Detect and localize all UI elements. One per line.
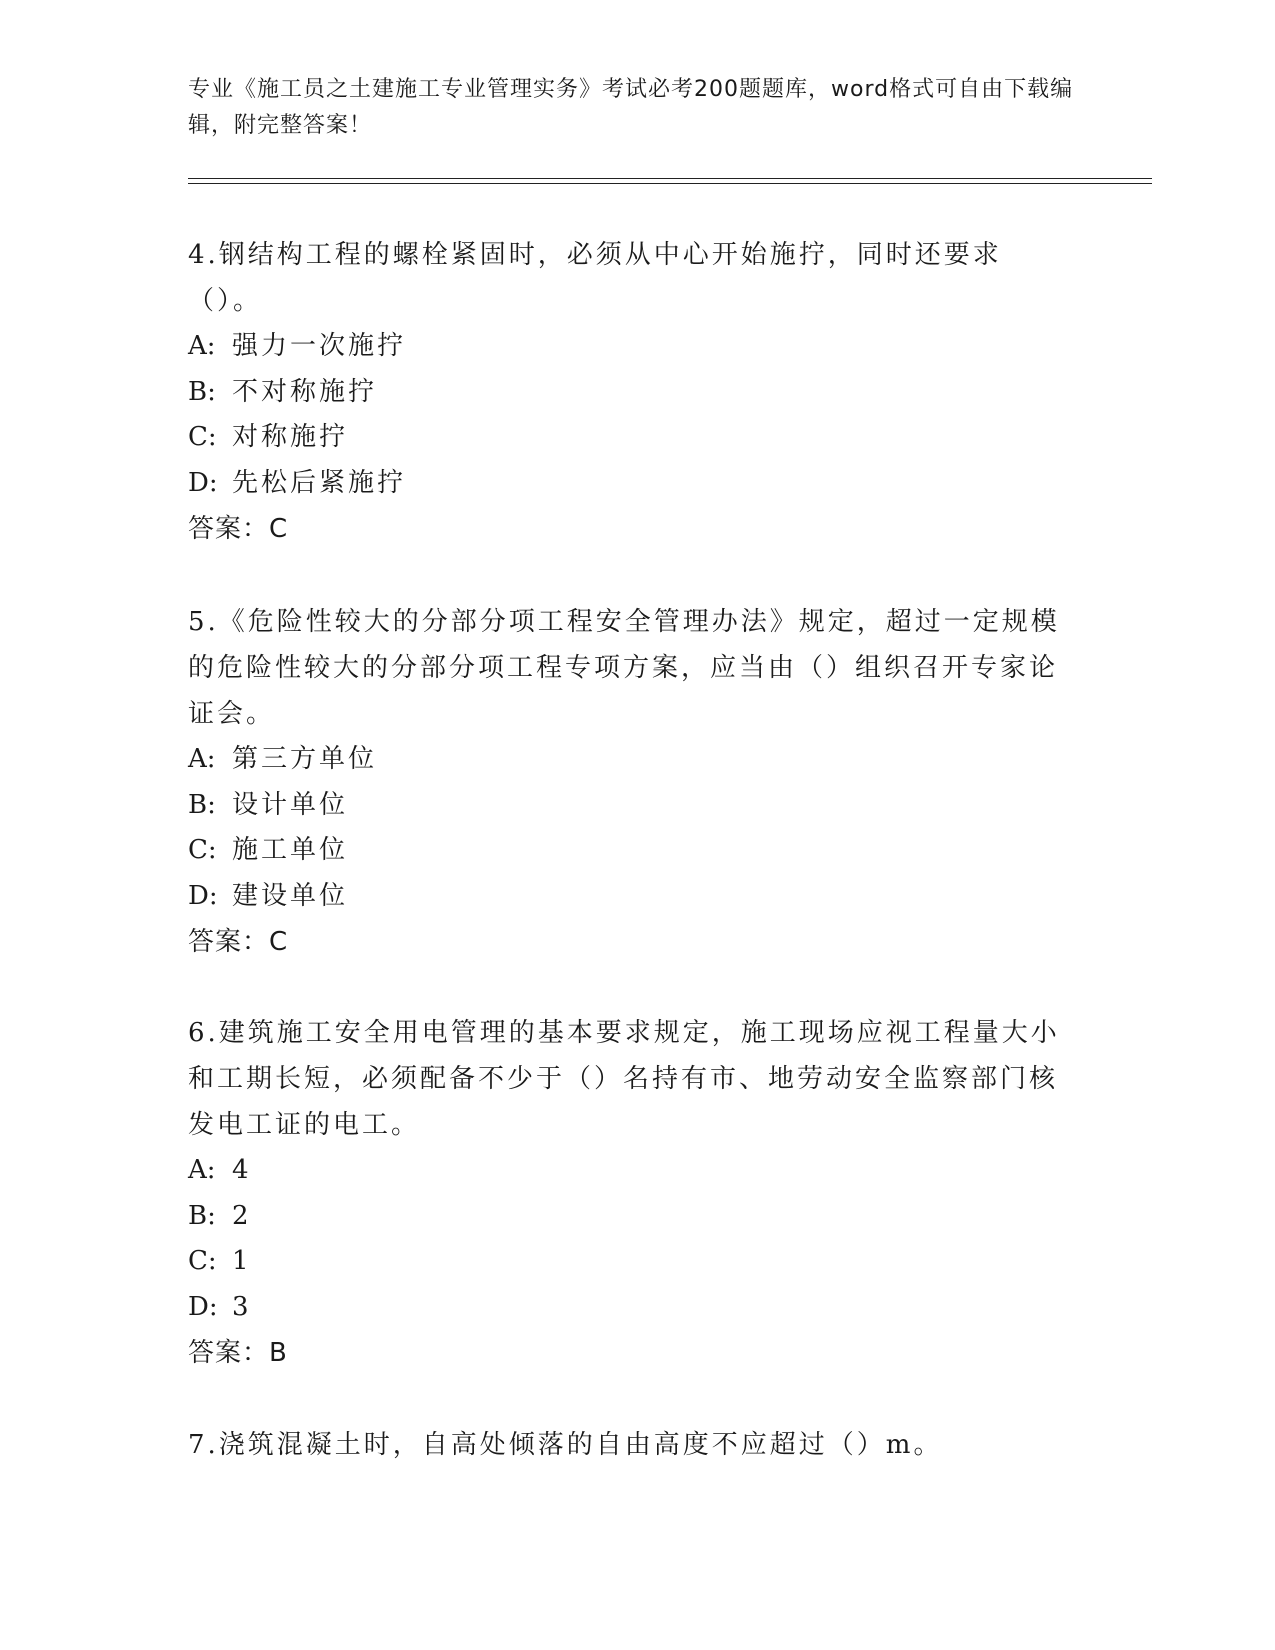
option-d (188, 461, 1068, 507)
option-b (188, 370, 1068, 416)
answer-line: 答案：C (188, 927, 289, 957)
option-letter: B: (188, 376, 216, 407)
answer-line: 答案：B (188, 1338, 288, 1368)
document-header: 专业《施工员之土建施工专业管理实务》考试必考200题题库，word格式可自由下载编辑，附完整答案！ (188, 77, 1074, 138)
option-text: 2 (232, 1200, 252, 1231)
option-a (188, 1148, 1068, 1194)
option-letter: A: (188, 744, 216, 774)
option-text: 第三方单位 (232, 744, 378, 774)
option-letter: C: (188, 422, 217, 452)
option-letter: D: (188, 1291, 218, 1322)
option-text: 设计单位 (232, 789, 349, 820)
option-letter: C: (188, 835, 217, 865)
option-d (188, 1285, 1068, 1331)
option-d (188, 874, 1068, 920)
question-4 (188, 232, 1068, 552)
option-a (188, 737, 1068, 783)
option-letter: B: (188, 789, 216, 820)
option-a (188, 324, 1068, 370)
header-divider-bottom (188, 183, 1152, 184)
option-letter: A: (188, 331, 216, 361)
option-c (188, 828, 1068, 874)
option-text: 强力一次施拧 (232, 331, 407, 361)
question-stem: 6.建筑施工安全用电管理的基本要求规定，施工现场应视工程量大小和工期长短，必须配备不少于（）名持有市、地劳动安全监察部门核发电工证的电工。 (188, 1018, 1060, 1140)
option-text: 施工单位 (232, 835, 349, 865)
option-text: 对称施拧 (232, 422, 349, 452)
option-text: 先松后紧施拧 (232, 467, 407, 498)
option-text: 建设单位 (232, 880, 349, 911)
option-letter: A: (188, 1155, 216, 1185)
option-text: 1 (232, 1246, 252, 1276)
question-6 (188, 1010, 1068, 1376)
option-b (188, 1194, 1068, 1240)
question-5 (188, 599, 1068, 965)
option-c (188, 1239, 1068, 1285)
question-stem: 7.浇筑混凝土时，自高处倾落的自由高度不应超过（）m。 (188, 1430, 943, 1460)
question-stem: 5.《危险性较大的分部分项工程安全管理办法》规定，超过一定规模的危险性较大的分部分项工程专项方案，应当由（）组织召开专家论证会。 (188, 607, 1060, 729)
option-text: 3 (232, 1291, 252, 1322)
option-letter: B: (188, 1200, 216, 1231)
option-letter: D: (188, 467, 218, 498)
option-text: 不对称施拧 (232, 376, 378, 407)
option-text: 4 (232, 1155, 252, 1185)
answer-line: 答案：C (188, 514, 289, 544)
option-b (188, 783, 1068, 829)
question-stem: 4.钢结构工程的螺栓紧固时，必须从中心开始施拧，同时还要求（）。 (188, 240, 1002, 316)
header-divider-top (188, 178, 1152, 179)
option-c (188, 415, 1068, 461)
option-letter: D: (188, 880, 218, 911)
question-7 (188, 1422, 1068, 1468)
option-letter: C: (188, 1246, 217, 1276)
